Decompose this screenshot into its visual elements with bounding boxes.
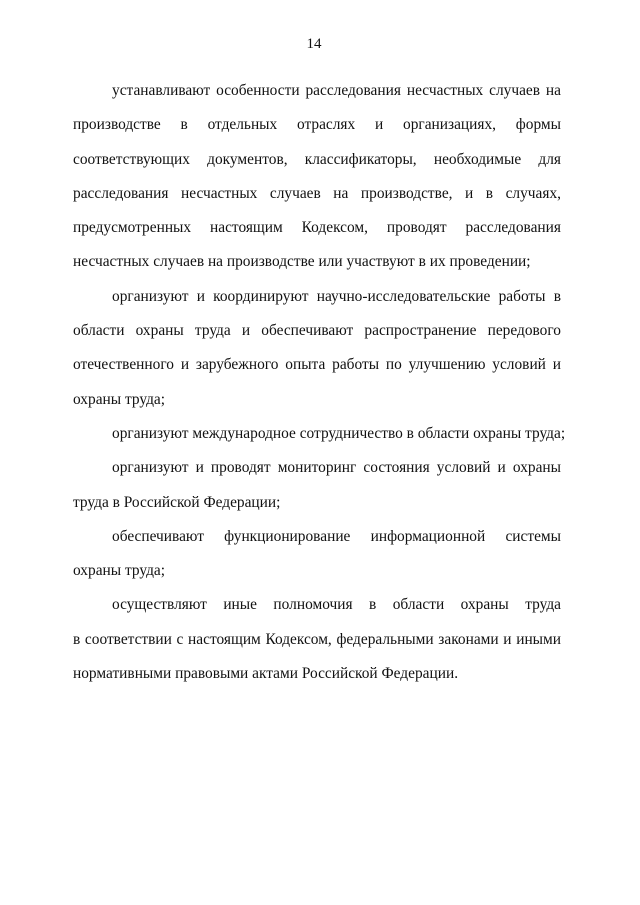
text-line: охраны труда; xyxy=(73,390,166,408)
text-line: области охраны труда и обеспечивают распространение передового xyxy=(73,322,561,340)
paragraph-6 xyxy=(73,588,561,691)
paragraph-4 xyxy=(73,451,561,520)
text-line: охраны труда; xyxy=(73,562,166,580)
text-line: организуют и координируют научно-исследовательские работы в xyxy=(112,287,561,305)
text-line: организуют международное сотрудничество в области охраны труда; xyxy=(112,424,566,442)
text-line: отечественного и зарубежного опыта работы по улучшению условий и xyxy=(73,356,561,374)
paragraph-1 xyxy=(73,74,561,280)
paragraph-3 xyxy=(73,417,566,451)
text-line: устанавливают особенности расследования несчастных случаев на xyxy=(112,82,561,99)
text-line: предусмотренных настоящим Кодексом, проводят расследования xyxy=(73,219,561,237)
text-line: производстве в отдельных отраслях и организациях, формы xyxy=(73,116,561,134)
paragraph-5 xyxy=(73,520,561,589)
text-line: организуют и проводят мониторинг состояния условий и охраны xyxy=(112,459,561,477)
text-line: осуществляют иные полномочия в области охраны труда xyxy=(112,596,561,614)
text-line: труда в Российской Федерации; xyxy=(73,493,281,511)
text-line: расследования несчастных случаев на производстве, и в случаях, xyxy=(73,184,561,202)
paragraph-2 xyxy=(73,280,561,417)
text-line: несчастных случаев на производстве или участвуют в их проведении; xyxy=(73,253,531,271)
text-line: в соответствии с настоящим Кодексом, федеральными законами и иными xyxy=(73,630,561,648)
text-line: обеспечивают функционирование информационной системы xyxy=(112,527,561,545)
page-number: 14 xyxy=(306,36,322,52)
text-line: нормативными правовыми актами Российской Федерации. xyxy=(73,665,459,683)
document-body xyxy=(73,74,566,691)
text-line: соответствующих документов, классификаторы, необходимые для xyxy=(73,150,561,168)
